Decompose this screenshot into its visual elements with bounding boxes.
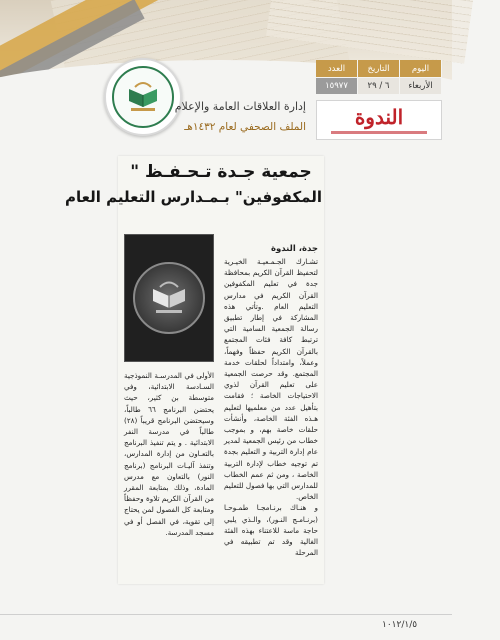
issue-label: العدد: [316, 60, 358, 77]
paragraph: و هنـاك برنـامجـا طمـوحـا (برنـامـج النـور)، والـذي يلبي حاجة ماسة للاعتناء بهذه الفئة الغالية وقد تم تطبيقه في المرحلة: [224, 503, 318, 558]
info-header-row: [316, 60, 442, 77]
newspaper-logo: [316, 100, 442, 140]
department-name: إدارة العلاقات العامة والإعلام: [174, 100, 306, 113]
day-label: اليوم: [400, 60, 442, 77]
emblem-disc: [133, 262, 205, 334]
info-value-row: [316, 77, 442, 94]
footer-date: ١٠١٢/١/٥: [382, 620, 418, 630]
article-headline: [65, 162, 322, 206]
newspaper-name: الندوة: [354, 104, 404, 129]
article-clipping: [65, 156, 324, 584]
newspaper-tagline-bar: [331, 131, 427, 134]
headline-line-2: المكفوفين" بـمـدارس التعليم العام: [65, 188, 322, 206]
headline-line-1: جمعية جـدة تـحـفـظ ": [130, 162, 312, 182]
day-value: الأربعاء: [400, 77, 442, 94]
article-column-left: [124, 370, 214, 538]
article-column-right: [224, 256, 318, 558]
press-file-title: الملف الصحفي لعام ١٤٣٢هـ: [184, 121, 306, 133]
article-photo: [124, 234, 214, 362]
date-label: التاريخ: [358, 60, 400, 77]
issue-value: ١٥٩٧٧: [316, 77, 358, 94]
issue-info-table: [316, 60, 442, 94]
department-block: [156, 100, 306, 133]
date-value: ٦ / ٢٩: [358, 77, 400, 94]
footer-divider: [0, 614, 452, 615]
article-byline: جدة، الندوة: [270, 244, 318, 254]
paragraph: تشـارك الجـمـعيـة الخيـرية لتحفيظ القرآن الكريم بمحافظة جدة في تعليم المكفوفين القرآن الكريم في مدارس التعليم العام .وتأتي هذه المشاركة في إطار تطبيق رسالة الجمعية السامية التي ترتبط كافة فئات المجتمع بالقرآن الكريم حفظاً وفهماً، وعملاً، وامتداداً لحلقات خدمة المجتمع. وقد حرصت الجمعية على تعليم القرآن لذوي الاحتياجات الخاصة ؛ فقامت بتأهيل عدد من معلميها لتعليم هـذه الفئة الخاصة، وأنشأت حلقات خاصة بهم، و بموجب خطاب من رئيس الجمعية لمدير عام إدارة التربية و التعليم بجدة تم توجيه خطاب لإدارة التربية الخاصة ، ومن ثم عمم الخطاب للمدارس التي بها فصول للتعليم الخاص.: [224, 257, 318, 502]
quran-emblem-icon: [147, 276, 191, 320]
paragraph: الأولى في المدرسـة النموذجية السـادسة الابتدائية، وفي متوسطة بن كثير، حيث يحتضن البرنامج ٦٦ طالباً، وسيحتضن البرنامج قريباً (٢٨) طالباً في مدرسة النفر الابتدائية . و يتم تنفيذ البرنامج بالتعـاون من إدارة المدارس، وتنفذ آليـات البرنامج (برنامج النور) بالتعاون مع مدرس المادة، وذلك بمتابعة المقرر من القرآن الكريم تلاوة وحفظاً ومتابعة كل الفصول لمن يحتاج إلى تقوية، في الفصل أو في مسجد المدرسة.: [124, 371, 214, 537]
